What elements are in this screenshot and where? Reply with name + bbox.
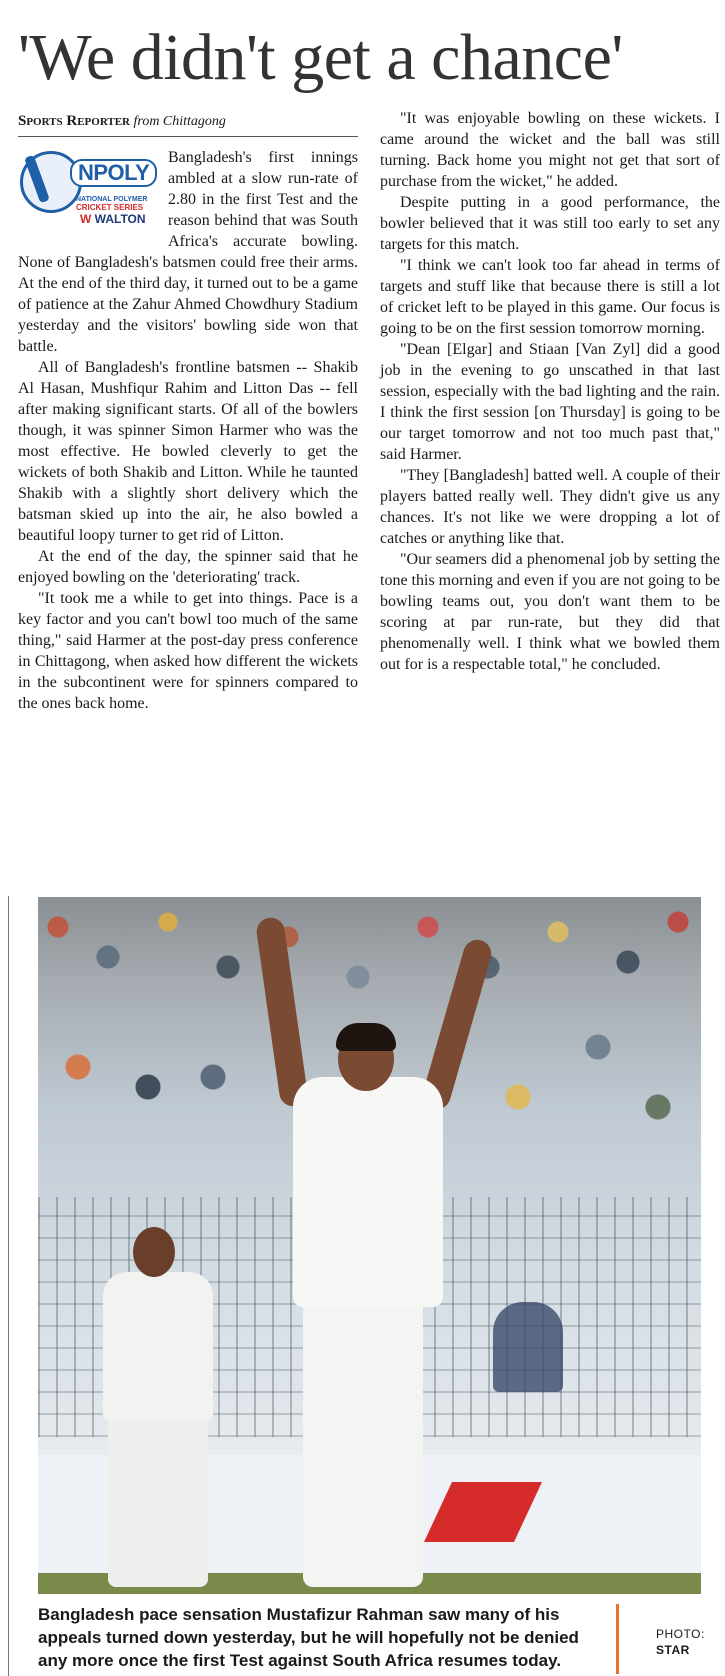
photo-fielder-body xyxy=(103,1272,213,1422)
caption-accent-bar xyxy=(616,1604,619,1674)
paragraph: "It was enjoyable bowling on these wickets. I came around the wicket and the ball was still turning. Back home you might not get that sort of purchase from the wicket," he added. xyxy=(380,110,720,190)
byline-location: from Chittagong xyxy=(133,114,226,129)
paragraph: "Our seamers did a phenomenal job by setting the tone this morning and even if you are not going to be bowling teams out, you don't want them to be scoring at par run-rate, but they did that phenomenally well. I think what we bowled them out for is a respectable total," he concluded. xyxy=(380,551,720,673)
paragraph: At the end of the day, the spinner said that he enjoyed bowling on the 'deteriorating' track. xyxy=(18,548,358,586)
logo-sponsor: W WALTON xyxy=(80,212,146,226)
paragraph: "It took me a while to get into things. Pace is a key factor and you can't bowl too much of the same thing," said Harmer at the post-day press conference in Chittagong, when asked how different the wickets in the subcontinent were for spinners compared to the ones back home. xyxy=(18,590,358,712)
logo-line1: NATIONAL POLYMER xyxy=(76,196,148,203)
logo-line2: CRICKET SERIES xyxy=(76,203,144,212)
byline-rule xyxy=(18,136,358,137)
logo-name: NPOLY xyxy=(70,159,157,187)
byline xyxy=(18,112,358,131)
photo-credit-label: PHOTO: xyxy=(656,1627,705,1641)
photo-margin-rule xyxy=(8,896,9,1676)
photo-bowler-hair xyxy=(336,1023,396,1051)
paragraph: "They [Bangladesh] batted well. A couple of their players batted really well. They didn't give us any chances. It's not like we were dropping a lot of catches or anything like that. xyxy=(380,467,720,547)
photo-spectator xyxy=(493,1302,563,1392)
article-column-right xyxy=(380,108,720,675)
photo-bowler-body xyxy=(293,1077,443,1307)
paragraph: "Dean [Elgar] and Stiaan [Van Zyl] did a good job in the evening to go unscathed in that last session, especially with the bad lighting and the rain. I think the first session [on Thursday] is going to be our target tomorrow and not too much past that," said Harmer. xyxy=(380,341,720,463)
photo-fielder-legs xyxy=(108,1417,208,1587)
article-column-left xyxy=(18,147,358,714)
headline: 'We didn't get a chance' xyxy=(18,21,623,94)
paragraph: Bangladesh's first innings ambled at a slow run-rate of 2.80 in the first Test and the reason behind that was South Africa's accurate bowling. None of Bangladesh's batsmen could free their arms. At the end of the third day, it turned out to be a game of patience at the Zahur Ahmed Chowdhury Stadium yesterday and the visitors' bowling side won that battle. xyxy=(18,149,358,355)
byline-reporter: Sports Reporter xyxy=(18,113,130,129)
paragraph: Despite putting in a good performance, the bowler believed that it was still too early to set any targets for this match. xyxy=(380,194,720,253)
photo-credit xyxy=(656,1626,705,1658)
photo-fielder-head xyxy=(133,1227,175,1277)
photo-credit-source: STAR xyxy=(656,1643,690,1657)
series-logo xyxy=(18,147,156,227)
photo-caption: Bangladesh pace sensation Mustafizur Rahman saw many of his appeals turned down yesterday, but he will hopefully not be denied any more once the first Test against South Africa resumes today. xyxy=(38,1605,579,1670)
paragraph: All of Bangladesh's frontline batsmen -- Shakib Al Hasan, Mushfiqur Rahim and Litton Das -- fell after making significant starts. Of all of the bowlers though, it was spinner Simon Harmer who was the most effective. He bowled cleverly to get the wickets of both Shakib and Litton. While he taunted Shakib with a slightly short delivery which the batsman skied up into the air, he also bowled a beautiful loopy turner to get rid of Litton. xyxy=(18,359,358,544)
news-photo xyxy=(38,897,701,1594)
photo-bowler-legs xyxy=(303,1297,423,1587)
paragraph: "I think we can't look too far ahead in terms of targets and stuff like that because there is still a lot of cricket left to be played in this game. Our focus is going to be on the first session tomorrow morning. xyxy=(380,257,720,337)
